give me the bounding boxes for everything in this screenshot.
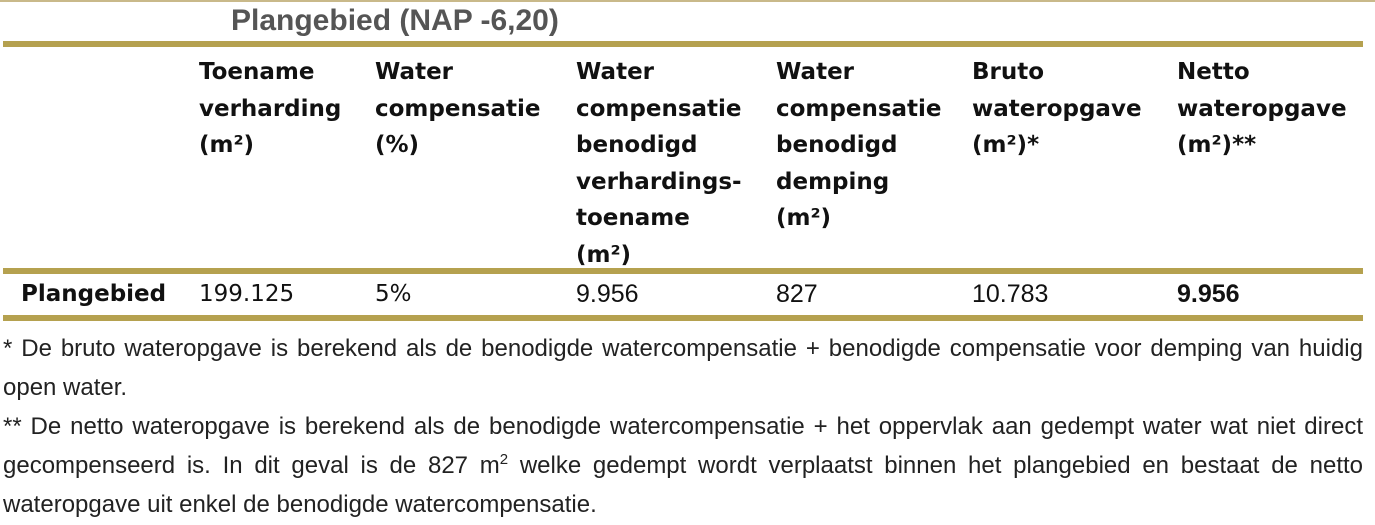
header-line: (%) — [375, 132, 420, 158]
header-top-rule — [3, 41, 1363, 47]
header-line: Water — [776, 59, 855, 85]
header-line: Bruto — [972, 59, 1045, 85]
cell-compensatie-demping: 827 — [776, 280, 818, 308]
header-line: (m²)** — [1177, 132, 1257, 158]
header-netto-wateropgave — [1177, 54, 1367, 164]
header-line: (m²) — [199, 132, 255, 158]
cell-water-compensatie-percent: 5% — [375, 281, 412, 307]
superscript-2: 2 — [499, 451, 509, 468]
header-line: (m²) — [776, 205, 832, 231]
header-compensatie-verhardingstoename — [576, 54, 766, 273]
header-line: Water — [576, 59, 655, 85]
header-water-compensatie-percent — [375, 54, 565, 164]
header-line: demping — [776, 168, 890, 195]
header-bottom-rule — [3, 268, 1363, 274]
header-line: (m²) — [576, 241, 632, 268]
header-line: benodigd — [776, 132, 898, 158]
header-line: compensatie — [576, 95, 742, 122]
footnote-netto-text-2: welke gedempt wordt verplaatst binnen het plangebied en bestaat de netto wateropgave uit enkel de benodigde watercompensatie. — [3, 452, 1364, 518]
header-line: verharding — [199, 95, 342, 122]
header-compensatie-demping — [776, 54, 966, 237]
table-bottom-rule — [3, 315, 1363, 321]
header-line: (m²)* — [972, 132, 1040, 158]
header-line: Water — [375, 59, 454, 85]
header-line: compensatie — [375, 95, 541, 122]
header-toename-verharding — [199, 54, 359, 164]
cell-bruto-wateropgave: 10.783 — [972, 280, 1049, 308]
header-line: toename — [576, 205, 690, 231]
header-bruto-wateropgave — [972, 54, 1162, 164]
footnote-netto — [3, 407, 1363, 524]
header-line: verhardings- — [576, 168, 742, 195]
footnote-netto-text-1: ** De netto wateropgave is berekend als de benodigde watercompensatie + het oppervlak aan gedempt water wat niet direct gecompenseerd is. In dit geval is de 827 m — [3, 413, 1363, 479]
footnote-bruto: * De bruto wateropgave is berekend als de benodigde watercompensatie + benodigde compensatie voor demping van huidig open water. — [3, 335, 1363, 401]
row-label: Plangebied — [21, 281, 167, 307]
header-line: wateropgave — [972, 95, 1142, 122]
cell-compensatie-verhardingstoename: 9.956 — [576, 280, 639, 308]
header-line: Netto — [1177, 59, 1250, 85]
header-line: Toename — [199, 59, 315, 85]
footnotes — [3, 329, 1363, 524]
top-divider — [0, 0, 1375, 2]
table-title: Plangebied (NAP -6,20) — [231, 4, 559, 37]
cell-netto-wateropgave: 9.956 — [1177, 280, 1240, 308]
header-line: compensatie — [776, 95, 942, 122]
header-line: wateropgave — [1177, 95, 1347, 122]
cell-toename-verharding: 199.125 — [199, 281, 295, 307]
header-line: benodigd — [576, 132, 698, 158]
